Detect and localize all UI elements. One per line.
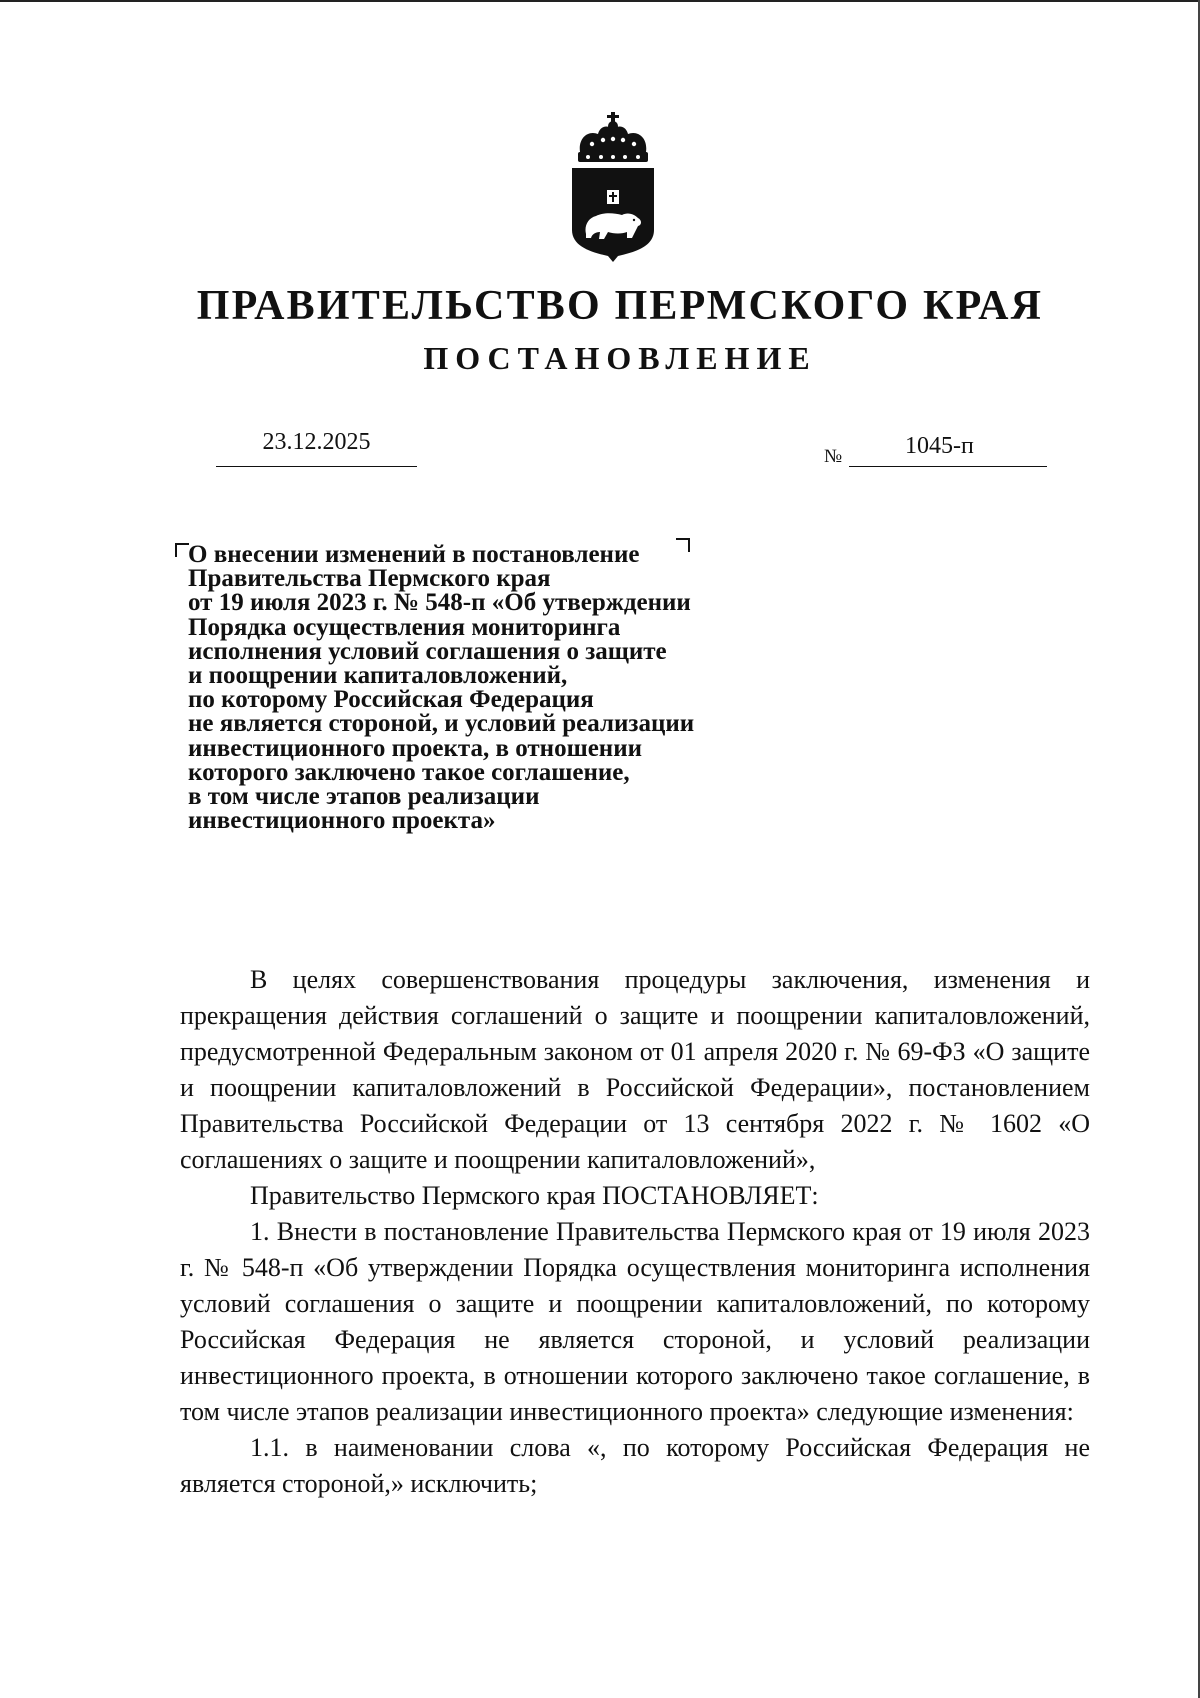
document-number: 1045-п [849,426,1047,467]
perm-krai-coat-of-arms-icon [566,112,660,264]
body-paragraph-preamble: В целях совершенствования процедуры заключения, изменения и прекращения действия соглашений о защите и поощрении капиталовложений, предусмотренной Федеральным законом от 01 апреля 2020 г. № 69-ФЗ «О защите и поощрении капиталовложений в Российской Федерации», постановлением Правительства Российской Федерации от 13 сентября 2022 г. № 1602 «О соглашениях о защите и поощрении капиталовложений», [180,965,1090,1174]
subject-corner-left [175,543,189,557]
body-paragraph-resolves: Правительство Пермского края ПОСТАНОВЛЯЕТ: [250,1181,819,1210]
subject-line: инвестиционного проекта, в отношении [188,734,643,762]
subject-line: которого заключено такое соглашение, [188,758,630,786]
document-date: 23.12.2025 [216,424,417,467]
document-subject [188,543,788,833]
document-type: ПОСТАНОВЛЕНИЕ [423,340,817,376]
document-body [180,962,1090,1502]
subject-line: в том числе этапов реализации [188,783,540,811]
subject-line: не является стороной, и условий реализации [188,710,695,738]
subject-line: по которому Российская Федерация [188,686,594,714]
subject-line: Правительства Пермского края [188,565,551,593]
subject-line: исполнения условий соглашения о защите [188,637,667,665]
subject-line: Порядка осуществления мониторинга [188,613,621,641]
organization-title: ПРАВИТЕЛЬСТВО ПЕРМСКОГО КРАЯ [196,283,1044,329]
number-label: № [824,446,843,467]
subject-line: О внесении изменений в постановление [188,541,640,568]
body-paragraph-item-1: 1. Внести в постановление Правительства Пермского края от 19 июля 2023 г. № 548-п «Об утверждении Порядка осуществления мониторинга исполнения условий соглашения о защите и поощрении капиталовложений, по которому Российская Федерация не является стороной, и условий реализации инвестиционного проекта, в отношении которого заключено такое соглашение, в том числе этапов реализации инвестиционного проекта» следующие изменения: [180,1217,1090,1426]
subject-line: инвестиционного проекта» [188,807,496,835]
subject-line: от 19 июля 2023 г. № 548-п «Об утверждении [188,589,691,617]
body-paragraph-item-1-1: 1.1. в наименовании слова «, по которому Российская Федерация не является стороной,» исключить; [180,1433,1090,1498]
subject-line: и поощрении капиталовложений, [188,662,568,690]
scan-edge-top [0,0,1200,2]
